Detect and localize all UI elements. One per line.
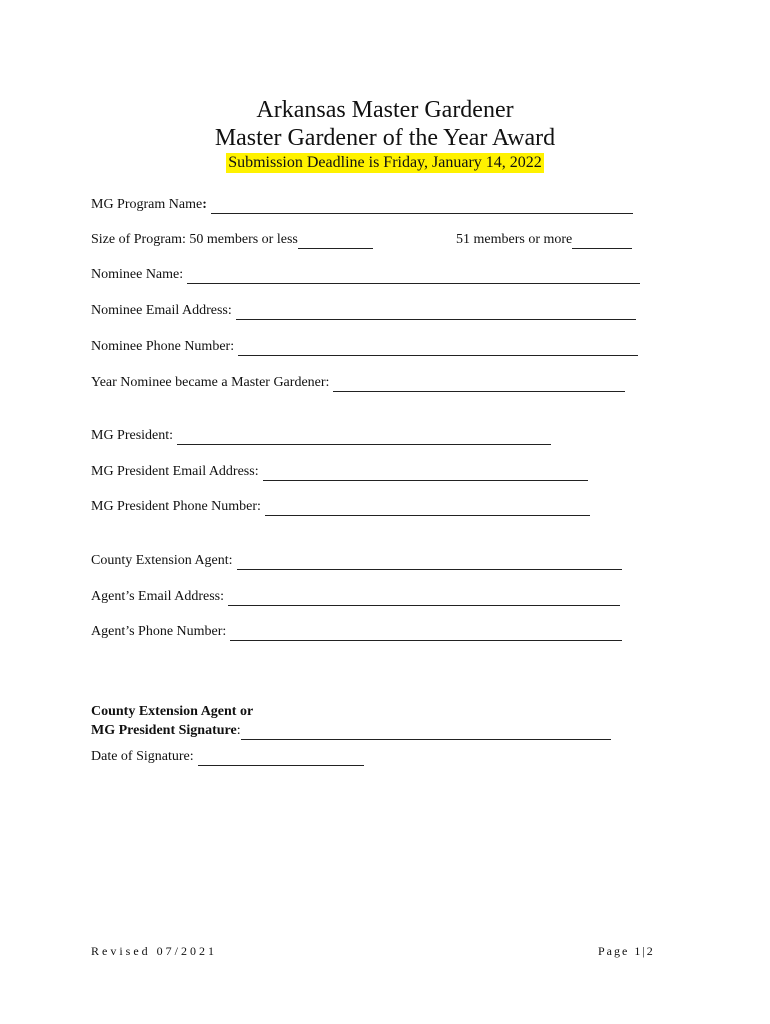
president-field[interactable] <box>177 431 551 445</box>
signature-date-label: Date of Signature: <box>91 749 194 764</box>
nominee-year-field[interactable] <box>333 378 625 392</box>
size-large-label: 51 members or more <box>456 232 573 247</box>
nominee-email-row <box>91 302 636 320</box>
agent-email-field[interactable] <box>228 592 620 606</box>
program-name-label: MG Program Name <box>91 197 203 212</box>
agent-row <box>91 552 622 570</box>
agent-email-label: Agent’s Email Address: <box>91 589 224 604</box>
nominee-phone-label: Nominee Phone Number: <box>91 339 235 354</box>
size-large-field[interactable] <box>572 235 632 249</box>
signature-row <box>91 721 611 740</box>
agent-field[interactable] <box>237 556 622 570</box>
agent-email-row <box>91 588 620 606</box>
signature-date-row <box>91 748 364 766</box>
president-label: MG President: <box>91 428 174 443</box>
president-email-field[interactable] <box>263 467 588 481</box>
size-small-label: Size of Program: 50 members or less <box>91 232 298 247</box>
president-email-row <box>91 463 588 481</box>
agent-phone-field[interactable] <box>230 627 622 641</box>
signature-heading-line1: County Extension Agent or <box>91 704 254 719</box>
nominee-name-field[interactable] <box>187 270 640 284</box>
signature-block <box>91 702 611 740</box>
revision-note: Revised 07/2021 <box>91 944 217 958</box>
president-phone-label: MG President Phone Number: <box>91 499 261 514</box>
nominee-email-field[interactable] <box>236 306 636 320</box>
signature-heading-line2: MG President Signature <box>91 723 237 738</box>
nominee-year-label: Year Nominee became a Master Gardener: <box>91 375 330 390</box>
agent-phone-row <box>91 623 622 641</box>
size-small-field[interactable] <box>298 235 373 249</box>
nominee-name-row <box>91 266 640 284</box>
deadline-text: Submission Deadline is Friday, January 14, 2022 <box>228 154 542 171</box>
president-row <box>91 427 551 445</box>
program-name-colon: : <box>202 197 207 212</box>
page-number: Page 1|2 <box>598 944 655 958</box>
program-name-field[interactable] <box>211 200 633 214</box>
nominee-email-label: Nominee Email Address: <box>91 303 232 318</box>
nominee-year-row <box>91 374 625 392</box>
program-name-row <box>91 196 633 214</box>
program-size-row <box>91 231 373 249</box>
document-title: Arkansas Master Gardener <box>256 97 514 123</box>
signature-colon: : <box>236 723 241 738</box>
agent-label: County Extension Agent: <box>91 553 233 568</box>
president-phone-row <box>91 498 590 516</box>
signature-field[interactable] <box>241 726 611 740</box>
agent-phone-label: Agent’s Phone Number: <box>91 624 227 639</box>
president-email-label: MG President Email Address: <box>91 464 259 479</box>
document-subtitle: Master Gardener of the Year Award <box>214 125 556 151</box>
president-phone-field[interactable] <box>265 502 590 516</box>
signature-date-field[interactable] <box>198 752 364 766</box>
deadline-banner <box>0 153 770 173</box>
nominee-name-label: Nominee Name: <box>91 267 184 282</box>
nominee-phone-field[interactable] <box>238 342 638 356</box>
nominee-phone-row <box>91 338 638 356</box>
program-size-large-row <box>456 231 632 249</box>
